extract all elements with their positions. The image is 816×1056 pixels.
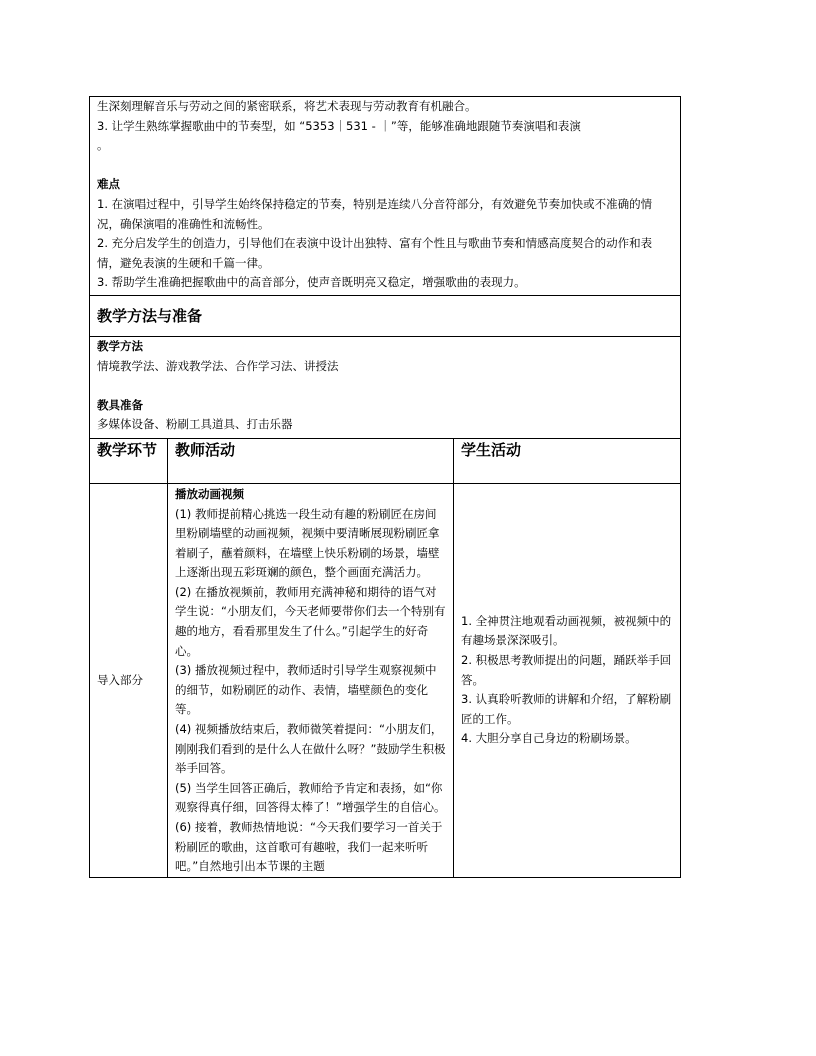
methods-content-row bbox=[90, 336, 681, 438]
teacher-activity-item: (4) 视频播放结束后，教师微笑着提问：“小朋友们，刚刚我们看到的是什么人在做什么呀？”鼓励学生积极举手回答。 bbox=[175, 722, 446, 776]
teacher-activity-item: (3) 播放视频过程中，教师适时引导学生观察视频中的细节，如粉刷匠的动作、表情，墙壁颜色的变化等。 bbox=[175, 663, 437, 717]
header-student: 学生活动 bbox=[461, 440, 522, 459]
goal-item-3: 3. 让学生熟练掌握歌曲中的节奏型，如 “5353｜531 - ｜”等，能够准确地跟随节奏演唱和表演 bbox=[97, 118, 581, 133]
teacher-activity-item: (2) 在播放视频前，教师用充满神秘和期待的语气对学生说：“小朋友们，今天老师要带你们去一个特别有趣的地方，看看那里发生了什么。”引起学生的好奇心。 bbox=[175, 584, 446, 658]
teacher-activity-item: (6) 接着，教师热情地说：“今天我们要学习一首关于粉刷匠的歌曲，这首歌可有趣啦，我们一起来听听吧。”自然地引出本节课的主题 bbox=[175, 820, 443, 874]
goal-text-continued: 生深刻理解音乐与劳动之间的紧密联系，将艺术表现与劳动教育有机融合。 bbox=[97, 99, 477, 113]
prep-text: 多媒体设备、粉刷工具道具、打击乐器 bbox=[97, 417, 293, 432]
lesson-plan-table bbox=[89, 96, 681, 878]
teacher-activity-title: 播放动画视频 bbox=[175, 486, 244, 501]
intro-row bbox=[90, 483, 681, 877]
teacher-activity-item: (5) 当学生回答正确后，教师给予肯定和表扬，如“你观察得真仔细，回答得太棒了！”增强学生的自信心。 bbox=[175, 780, 446, 815]
method-text: 情境教学法、游戏教学法、合作学习法、讲授法 bbox=[97, 358, 339, 373]
stage-label: 导入部分 bbox=[97, 672, 143, 687]
difficulty-title: 难点 bbox=[97, 177, 120, 192]
prep-title: 教具准备 bbox=[97, 397, 143, 412]
section-title: 教学方法与准备 bbox=[97, 306, 203, 325]
difficulty-item: 1. 在演唱过程中，引导学生始终保持稳定的节奏，特别是连续八分音符部分，有效避免节奏加快或不准确的情况，确保演唱的准确性和流畅性。 bbox=[97, 196, 653, 231]
student-activity-item: 2. 积极思考教师提出的问题，踊跃举手回答。 bbox=[461, 652, 672, 687]
difficulty-item: 2. 充分启发学生的创造力，引导他们在表演中设计出独特、富有个性且与歌曲节奏和情感高度契合的动作和表情，避免表演的生硬和千篇一律。 bbox=[97, 236, 653, 270]
table-header-row bbox=[90, 438, 681, 483]
goals-difficulty-row bbox=[90, 97, 681, 296]
teacher-activity-item: (1) 教师提前精心挑选一段生动有趣的粉刷匠在房间里粉刷墙壁的动画视频，视频中要清晰展现粉刷匠拿着刷子，蘸着颜料，在墙壁上快乐粉刷的场景，墙壁上逐渐出现五彩斑斓的颜色，整个画面充满活力。 bbox=[175, 506, 440, 580]
goal-item-3-end: 。 bbox=[97, 138, 109, 153]
method-title: 教学方法 bbox=[97, 338, 143, 353]
methods-title-row bbox=[90, 295, 681, 336]
student-activity-item: 4. 大胆分享自己身边的粉刷场景。 bbox=[461, 731, 637, 746]
difficulty-item: 3. 帮助学生准确把握歌曲中的高音部分，使声音既明亮又稳定，增强歌曲的表现力。 bbox=[97, 275, 526, 290]
student-activity-item: 3. 认真聆听教师的讲解和介绍，了解粉刷匠的工作。 bbox=[461, 692, 672, 726]
header-teacher: 教师活动 bbox=[175, 440, 236, 459]
student-activity-item: 1. 全神贯注地观看动画视频，被视频中的有趣场景深深吸引。 bbox=[461, 613, 672, 648]
header-stage: 教学环节 bbox=[97, 440, 158, 459]
